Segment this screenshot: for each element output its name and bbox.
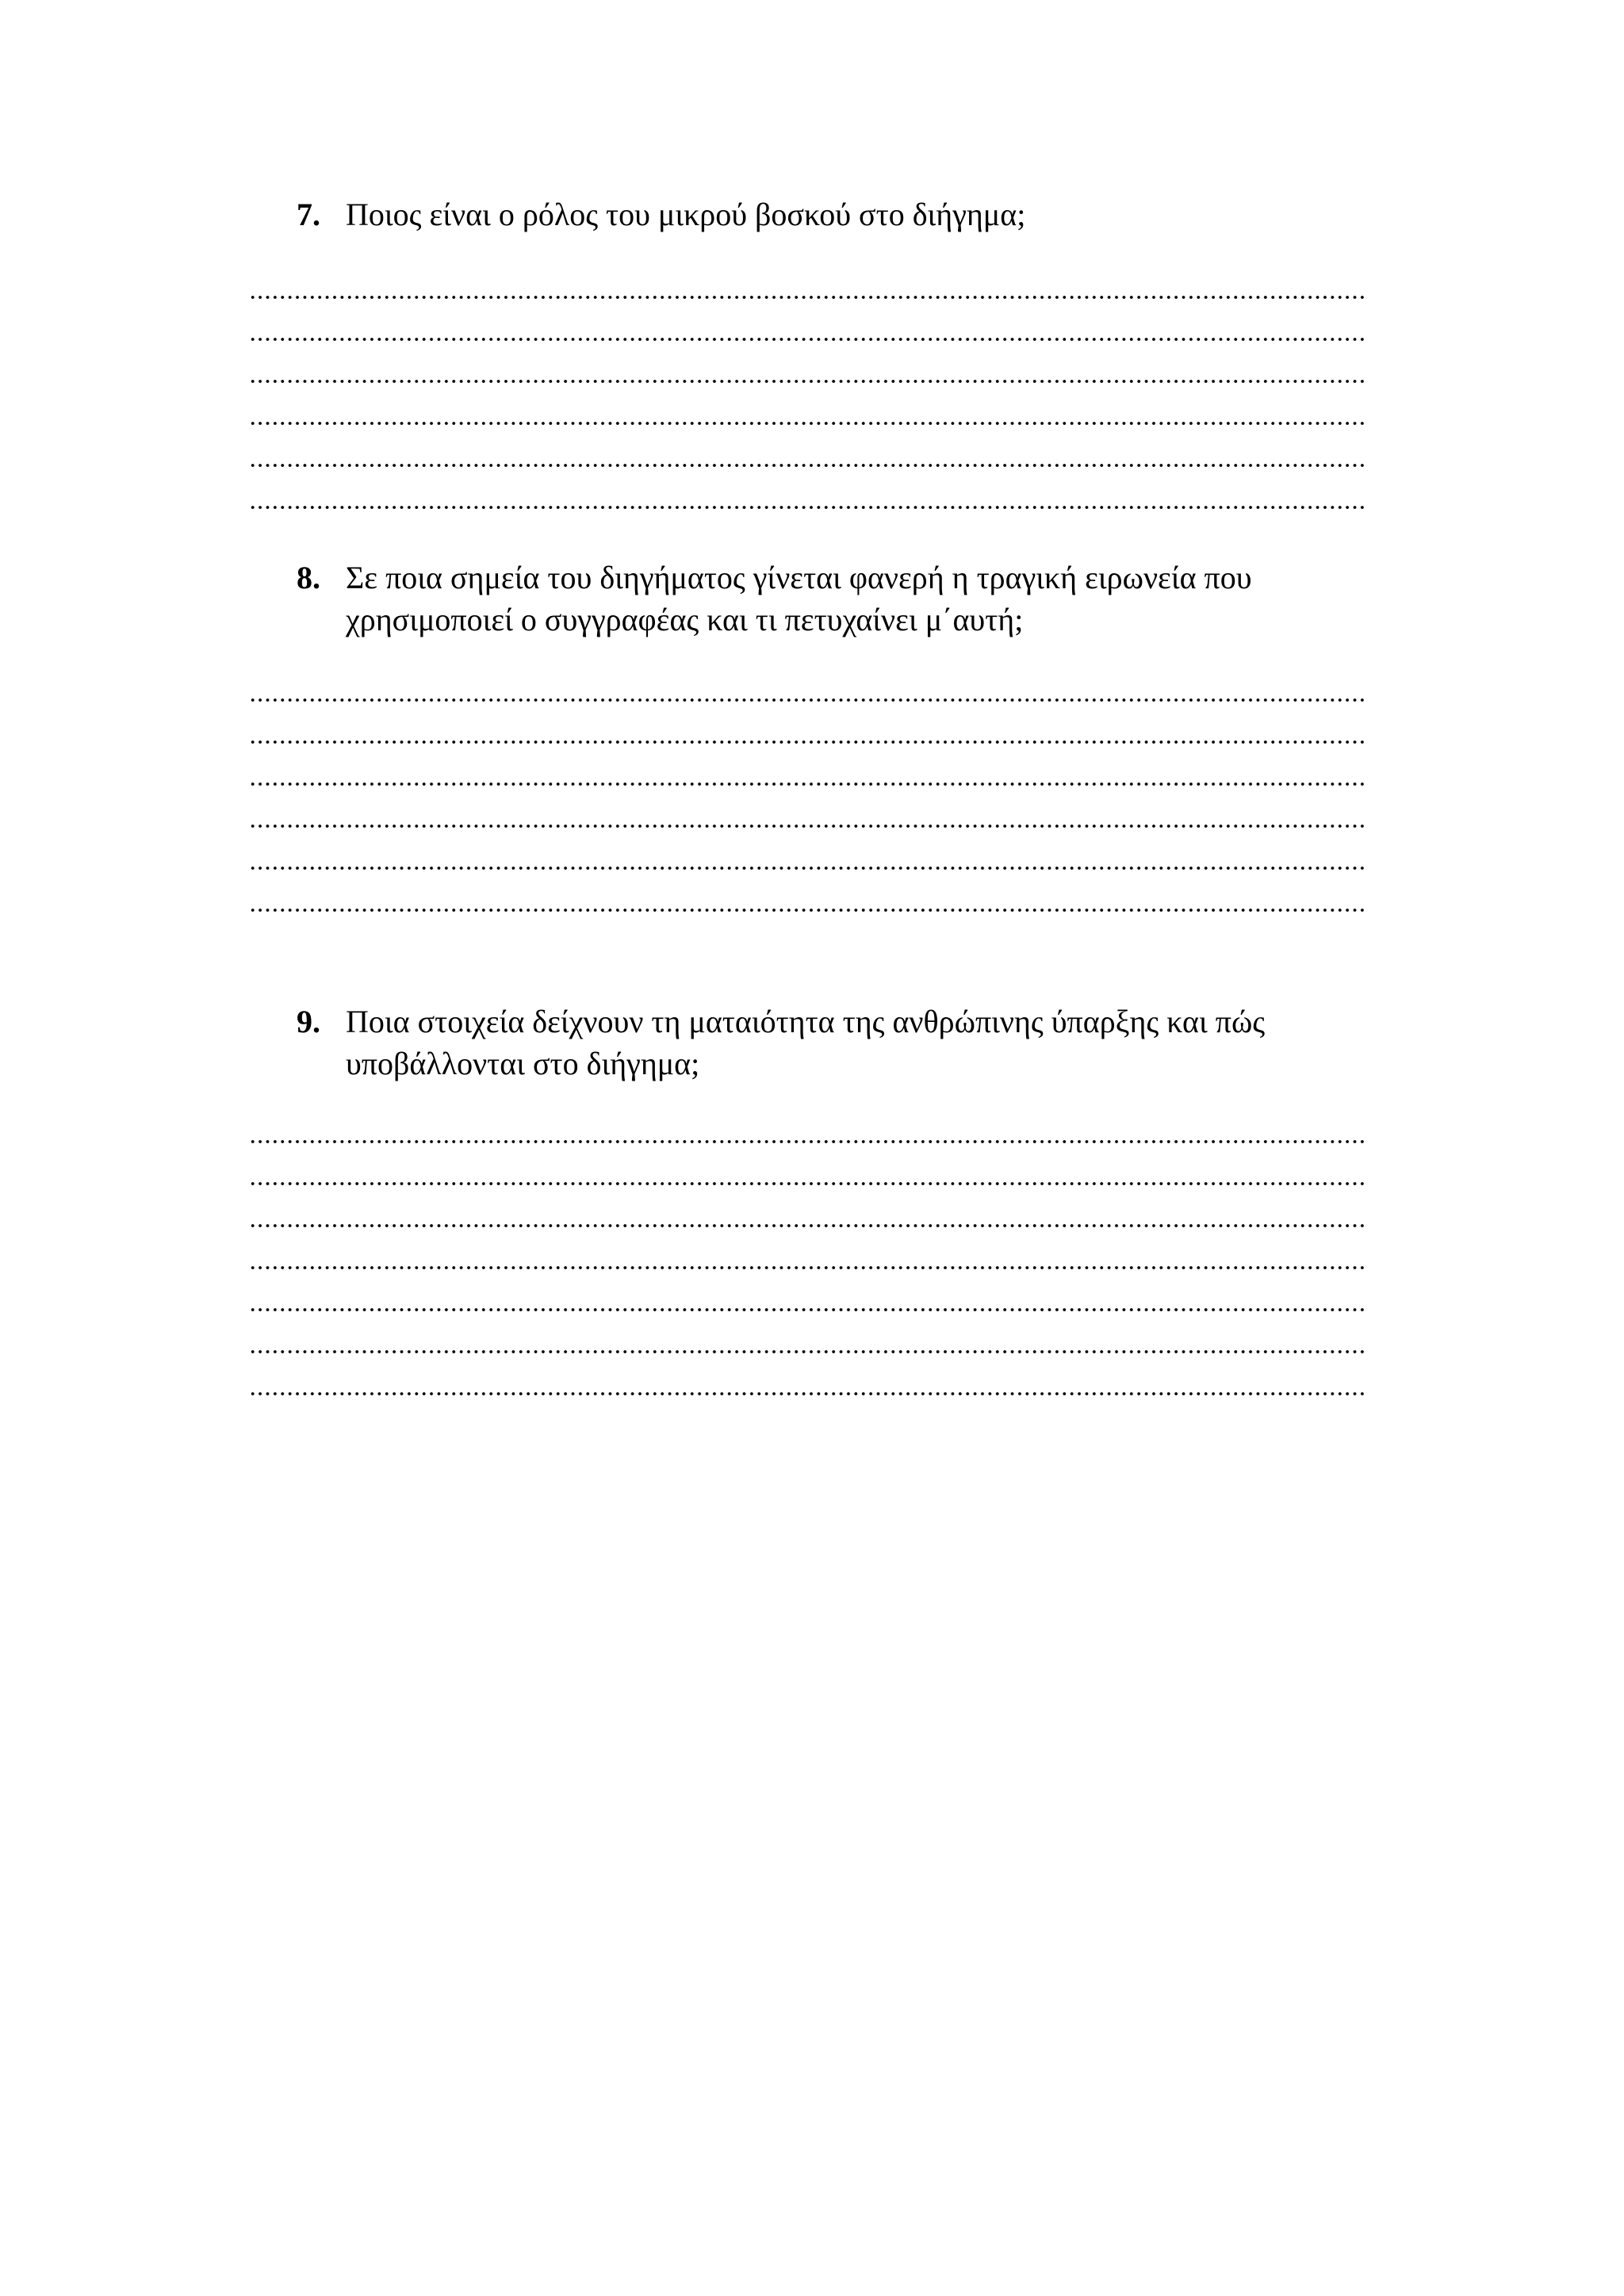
answer-line[interactable]	[249, 1223, 1364, 1228]
answer-line[interactable]	[249, 782, 1364, 786]
question-8	[297, 557, 1407, 641]
question-line: χρησιμοποιεί ο συγγραφέας και τι πετυχαίνει μ΄αυτή;	[346, 602, 1024, 637]
question-line: Σε ποια σημεία του διηγήματος γίνεται φανερή η τραγική ειρωνεία που	[346, 560, 1252, 595]
question-9	[297, 1001, 1407, 1085]
question-line: υποβάλλονται στο διήγημα;	[346, 1046, 700, 1081]
answer-line[interactable]	[249, 866, 1364, 871]
answer-line[interactable]	[249, 1181, 1364, 1186]
answer-line[interactable]	[249, 295, 1364, 300]
question-text	[346, 1001, 1407, 1085]
answer-line[interactable]	[249, 505, 1364, 510]
answer-line[interactable]	[249, 379, 1364, 384]
answer-line[interactable]	[249, 740, 1364, 744]
question-text	[346, 193, 1407, 235]
question-number: 8.	[297, 560, 320, 595]
answer-line[interactable]	[249, 908, 1364, 913]
answer-line[interactable]	[249, 1307, 1364, 1312]
question-number: 7.	[297, 197, 320, 232]
answer-line[interactable]	[249, 463, 1364, 468]
question-7	[297, 193, 1407, 235]
question-text	[346, 557, 1407, 641]
answer-line[interactable]	[249, 421, 1364, 426]
answer-line[interactable]	[249, 824, 1364, 828]
answer-line[interactable]	[249, 1139, 1364, 1144]
answer-line[interactable]	[249, 1349, 1364, 1354]
answer-line[interactable]	[249, 1265, 1364, 1270]
question-line: Ποιος είναι ο ρόλος του μικρού βοσκού στο διήγημα;	[346, 197, 1026, 232]
answer-line[interactable]	[249, 1391, 1364, 1396]
answer-line[interactable]	[249, 698, 1364, 702]
question-line: Ποια στοιχεία δείχνουν τη ματαιότητα της ανθρώπινης ύπαρξης και πώς	[346, 1004, 1266, 1039]
question-number: 9.	[297, 1004, 320, 1039]
answer-line[interactable]	[249, 337, 1364, 342]
